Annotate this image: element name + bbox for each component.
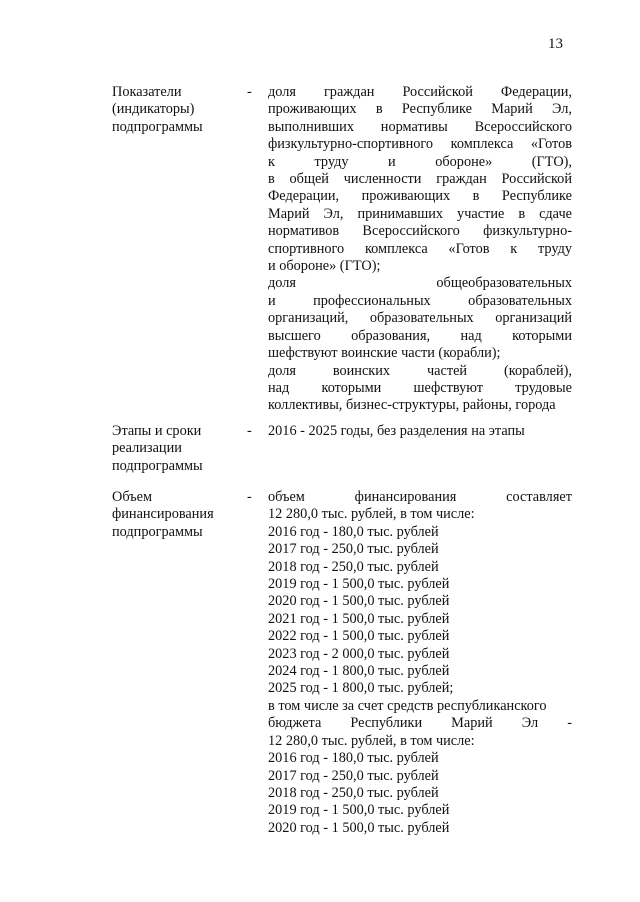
dash-separator: - [247, 489, 252, 505]
label-line: реализации [112, 440, 182, 457]
section-label [112, 84, 232, 136]
label-line: подпрограммы [112, 457, 203, 474]
section-content [268, 84, 572, 415]
label-line: подпрограммы [112, 523, 203, 540]
label-line: Этапы и сроки [112, 423, 202, 439]
label-line: подпрограммы [112, 118, 203, 135]
content-line: организаций, образовательных организаций [268, 310, 572, 327]
content-line: 2016 - 2025 годы, без разделения на этапы [268, 423, 525, 439]
content-line: 2024 год - 1 800,0 тыс. рублей [268, 663, 450, 680]
content-line: 2022 год - 1 500,0 тыс. рублей [268, 628, 450, 645]
content-line: 2019 год - 1 500,0 тыс. рублей [268, 802, 450, 819]
content-line: Марий Эл, принимавших участие в сдаче [268, 205, 572, 222]
dash-separator: - [247, 84, 252, 100]
dash-separator: - [247, 423, 252, 439]
content-line: 2018 год - 250,0 тыс. рублей [268, 558, 439, 575]
section-label [112, 423, 232, 475]
content-line: 2020 год - 1 500,0 тыс. рублей [268, 593, 450, 610]
content-line: 2025 год - 1 800,0 тыс. рублей; [268, 680, 454, 697]
content-line: 2019 год - 1 500,0 тыс. рублей [268, 576, 450, 593]
content-line: доля воинских частей (кораблей), [268, 362, 572, 379]
content-line: в том числе за счет средств республиканского [268, 697, 547, 714]
label-line: Показатели [112, 84, 182, 100]
page-number: 13 [548, 36, 563, 52]
content-line: спортивного комплекса «Готов к труду [268, 240, 572, 257]
section-content [268, 423, 572, 440]
section-content [268, 489, 572, 837]
content-line: выполнивших нормативы Всероссийского [268, 118, 572, 135]
content-line: над которыми шефствуют трудовые [268, 379, 572, 396]
content-line: 2016 год - 180,0 тыс. рублей [268, 523, 439, 540]
content-line: и профессиональных образовательных [268, 292, 572, 309]
content-line: доля общеобразовательных [268, 275, 572, 292]
content-line: 2023 год - 2 000,0 тыс. рублей [268, 645, 450, 662]
label-line: финансирования [112, 506, 214, 523]
content-line: 12 280,0 тыс. рублей, в том числе: [268, 506, 475, 523]
content-line: объем финансирования составляет [268, 489, 572, 505]
content-line: бюджета Республики Марий Эл - [268, 715, 572, 732]
content-line: 2017 год - 250,0 тыс. рублей [268, 541, 439, 558]
content-line: Федерации, проживающих в Республике [268, 188, 572, 205]
label-line: (индикаторы) [112, 101, 195, 118]
label-line: Объем [112, 489, 153, 505]
content-line: 2018 год - 250,0 тыс. рублей [268, 784, 439, 801]
content-line: 2016 год - 180,0 тыс. рублей [268, 750, 439, 767]
section-label [112, 489, 232, 541]
content-line: и обороне» (ГТО); [268, 258, 381, 275]
content-line: коллективы, бизнес-структуры, районы, города [268, 397, 556, 414]
content-line: 2021 год - 1 500,0 тыс. рублей [268, 610, 450, 627]
content-line: 2017 год - 250,0 тыс. рублей [268, 767, 439, 784]
content-line: шефствуют воинские части (корабли); [268, 345, 501, 362]
content-line: доля граждан Российской Федерации, [268, 84, 572, 100]
content-line: 2020 год - 1 500,0 тыс. рублей [268, 819, 450, 836]
content-line: к труду и обороне» (ГТО), [268, 153, 572, 170]
content-line: нормативов Всероссийского физкультурно- [268, 223, 572, 240]
content-line: физкультурно-спортивного комплекса «Готов [268, 136, 572, 153]
content-line: высшего образования, над которыми [268, 327, 572, 344]
content-line: проживающих в Республике Марий Эл, [268, 101, 572, 118]
content-line: 12 280,0 тыс. рублей, в том числе: [268, 732, 475, 749]
content-line: в общей численности граждан Российской [268, 171, 572, 188]
